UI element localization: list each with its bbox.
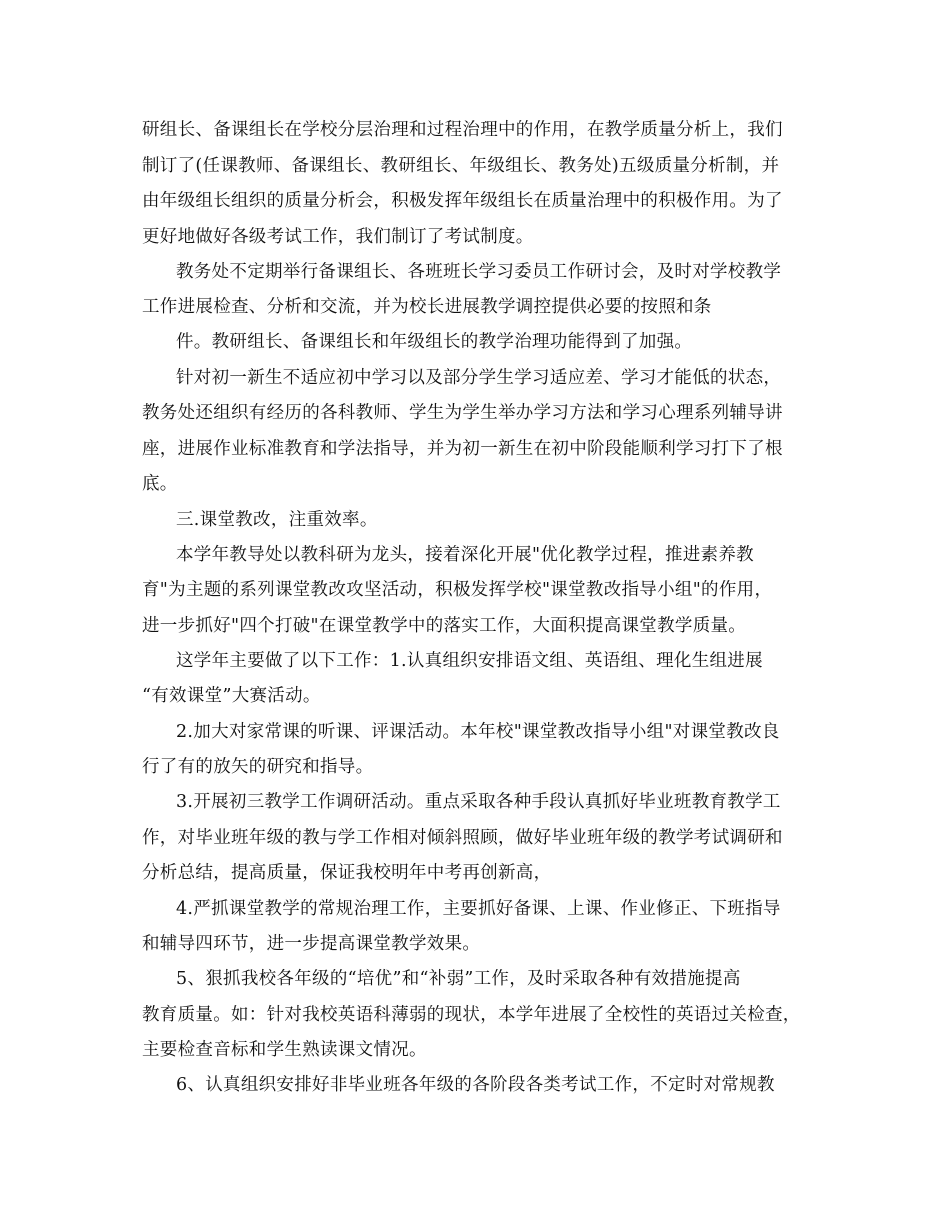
paragraph-first-line: 针对初一新生不适应初中学习以及部分学生学习适应差、学习才能低的状态， xyxy=(176,368,782,388)
text-line: 作，对毕业班年级的教与学工作相对倾斜照顾，做好毕业班年级的教学考试调研和 xyxy=(142,828,783,848)
paragraph-first-line: 这学年主要做了以下工作：1.认真组织安排语文组、英语组、理化生组进展 xyxy=(176,651,763,671)
text-line: 行了有的放矢的研究和指导。 xyxy=(142,757,374,777)
text-line: 育"为主题的系列课堂教改攻坚活动，积极发挥学校"课堂教改指导小组"的作用， xyxy=(142,580,773,600)
paragraph-first-line: 3.开展初三教学工作调研活动。重点采取各种手段认真抓好毕业班教育教学工 xyxy=(176,792,781,812)
text-line: 进一步抓好"四个打破"在课堂教学中的落实工作，大面积提高课堂教学质量。 xyxy=(142,616,747,636)
text-line: 教育质量。如：针对我校英语科薄弱的现状，本学年进展了全校性的英语过关检查， xyxy=(142,1005,801,1025)
text-line: 研组长、备课组长在学校分层治理和过程治理中的作用，在教学质量分析上，我们 xyxy=(142,120,783,140)
text-line: 分析总结，提高质量，保证我校明年中考再创新高， xyxy=(142,863,552,883)
paragraph-first-line: 本学年教导处以教科研为龙头，接着深化开展"优化教学过程，推进素养教 xyxy=(176,545,754,565)
text-line: 件。教研组长、备课组长和年级组长的教学治理功能得到了加强。 xyxy=(176,332,693,352)
text-line: 更好地做好各级考试工作，我们制订了考试制度。 xyxy=(142,227,534,247)
paragraph-first-line: 2.加大对家常课的听课、评课活动。本年校"课堂教改指导小组"对课堂教改良 xyxy=(176,722,780,742)
text-line: 主要检查音标和学生熟读课文情况。 xyxy=(142,1040,427,1060)
paragraph-first-line: 教务处不定期举行备课组长、各班班长学习委员工作研讨会，及时对学校教学 xyxy=(176,262,782,282)
paragraph-first-line: 6、认真组织安排好非毕业班各年级的各阶段各类考试工作，不定时对常规教 xyxy=(176,1075,775,1095)
text-line: 制订了(任课教师、备课组长、教研组长、年级组长、教务处)五级质量分析制，并 xyxy=(142,156,780,176)
text-line: “有效课堂”大赛活动。 xyxy=(142,686,321,706)
section-heading: 三.课堂教改，注重效率。 xyxy=(176,510,378,530)
text-line: 工作进展检查、分析和交流，并为校长进展教学调控提供必要的按照和条 xyxy=(142,297,712,317)
text-line: 底。 xyxy=(142,474,178,494)
text-line: 和辅导四环节，进一步提高课堂教学效果。 xyxy=(142,934,481,954)
paragraph-first-line: 4.严抓课堂教学的常规治理工作，主要抓好备课、上课、作业修正、下班指导 xyxy=(176,899,781,919)
paragraph-first-line: 5、狠抓我校各年级的“培优”和“补弱”工作，及时采取各种有效措施提高 xyxy=(176,969,741,989)
text-line: 座，进展作业标准教育和学法指导，并为初一新生在初中阶段能顺利学习打下了根 xyxy=(142,439,783,459)
text-line: 由年级组长组织的质量分析会，积极发挥年级组长在质量治理中的积极作用。为了 xyxy=(142,191,783,211)
text-line: 教务处还组织有经历的各科教师、学生为学生举办学习方法和学习心理系列辅导讲 xyxy=(142,403,783,423)
